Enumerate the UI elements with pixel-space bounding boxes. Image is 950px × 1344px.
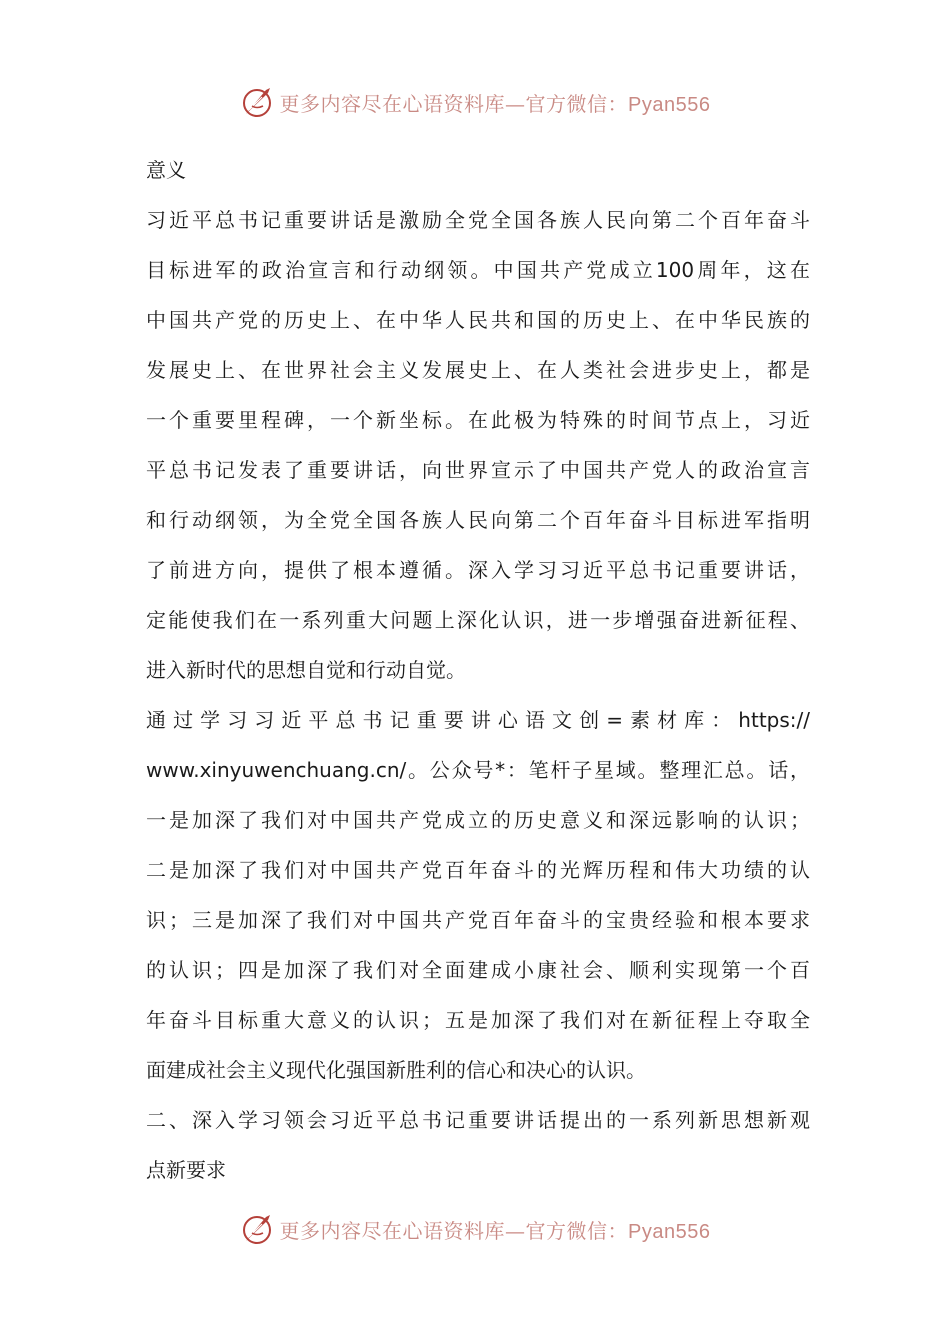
text-line: 的认识；四是加深了我们对全面建成小康社会、顺利实现第一个百 (146, 958, 810, 982)
text-line: 进入新时代的思想自觉和行动自觉。 (146, 658, 466, 682)
text-line: 习近平总书记重要讲话是激励全党全国各族人民向第二个百年奋斗 (146, 208, 810, 232)
section-heading-line: 二、深入学习领会习近平总书记重要讲话提出的一系列新思想新观 (146, 1108, 810, 1132)
text-line: 发展史上、在世界社会主义发展史上、在人类社会进步史上，都是 (146, 358, 810, 382)
footer-watermark-banner (0, 1207, 950, 1251)
text-line: 年奋斗目标重大意义的认识；五是加深了我们对在新征程上夺取全 (146, 1008, 810, 1032)
quill-logo-icon (240, 84, 276, 120)
text-line: 一个重要里程碑，一个新坐标。在此极为特殊的时间节点上，习近 (146, 408, 810, 432)
banner-text (280, 88, 711, 117)
banner-account: Pyan556 (628, 1220, 711, 1243)
quill-logo-icon (240, 1211, 276, 1247)
text-line: 平总书记发表了重要讲话，向世界宣示了中国共产党人的政治宣言 (146, 458, 810, 482)
document-body (146, 145, 810, 1195)
text-line: www.xinyuwenchuang.cn/。公众号*：笔杆子星域。整理汇总。话， (146, 758, 810, 782)
text-line: 识；三是加深了我们对中国共产党百年奋斗的宝贵经验和根本要求 (146, 908, 810, 932)
text-line: 和行动纲领，为全党全国各族人民向第二个百年奋斗目标进军指明 (146, 508, 810, 532)
text-line: 二是加深了我们对中国共产党百年奋斗的光辉历程和伟大功绩的认 (146, 858, 810, 882)
text-line: 一是加深了我们对中国共产党成立的历史意义和深远影响的认识； (146, 808, 810, 832)
text-line: 面建成社会主义现代化强国新胜利的信心和决心的认识。 (146, 1058, 646, 1082)
banner-label: 更多内容尽在心语资料库—官方微信： (279, 1218, 629, 1243)
banner-account: Pyan556 (628, 93, 711, 116)
text-line: 中国共产党的历史上、在中华人民共和国的历史上、在中华民族的 (146, 308, 810, 332)
banner-label: 更多内容尽在心语资料库—官方微信： (279, 91, 629, 116)
text-line: 了前进方向，提供了根本遵循。深入学习习近平总书记重要讲话， (146, 558, 810, 582)
section-heading-line: 点新要求 (146, 1158, 226, 1182)
text-line: 目标进军的政治宣言和行动纲领。中国共产党成立100周年，这在 (146, 258, 810, 282)
banner-text (280, 1215, 711, 1244)
text-line: 通过学习习近平总书记重要讲心语文创=素材库：https:// (146, 708, 810, 732)
header-watermark-banner (0, 80, 950, 124)
text-line: 定能使我们在一系列重大问题上深化认识，进一步增强奋进新征程、 (146, 608, 810, 632)
text-line: 意义 (146, 158, 186, 182)
